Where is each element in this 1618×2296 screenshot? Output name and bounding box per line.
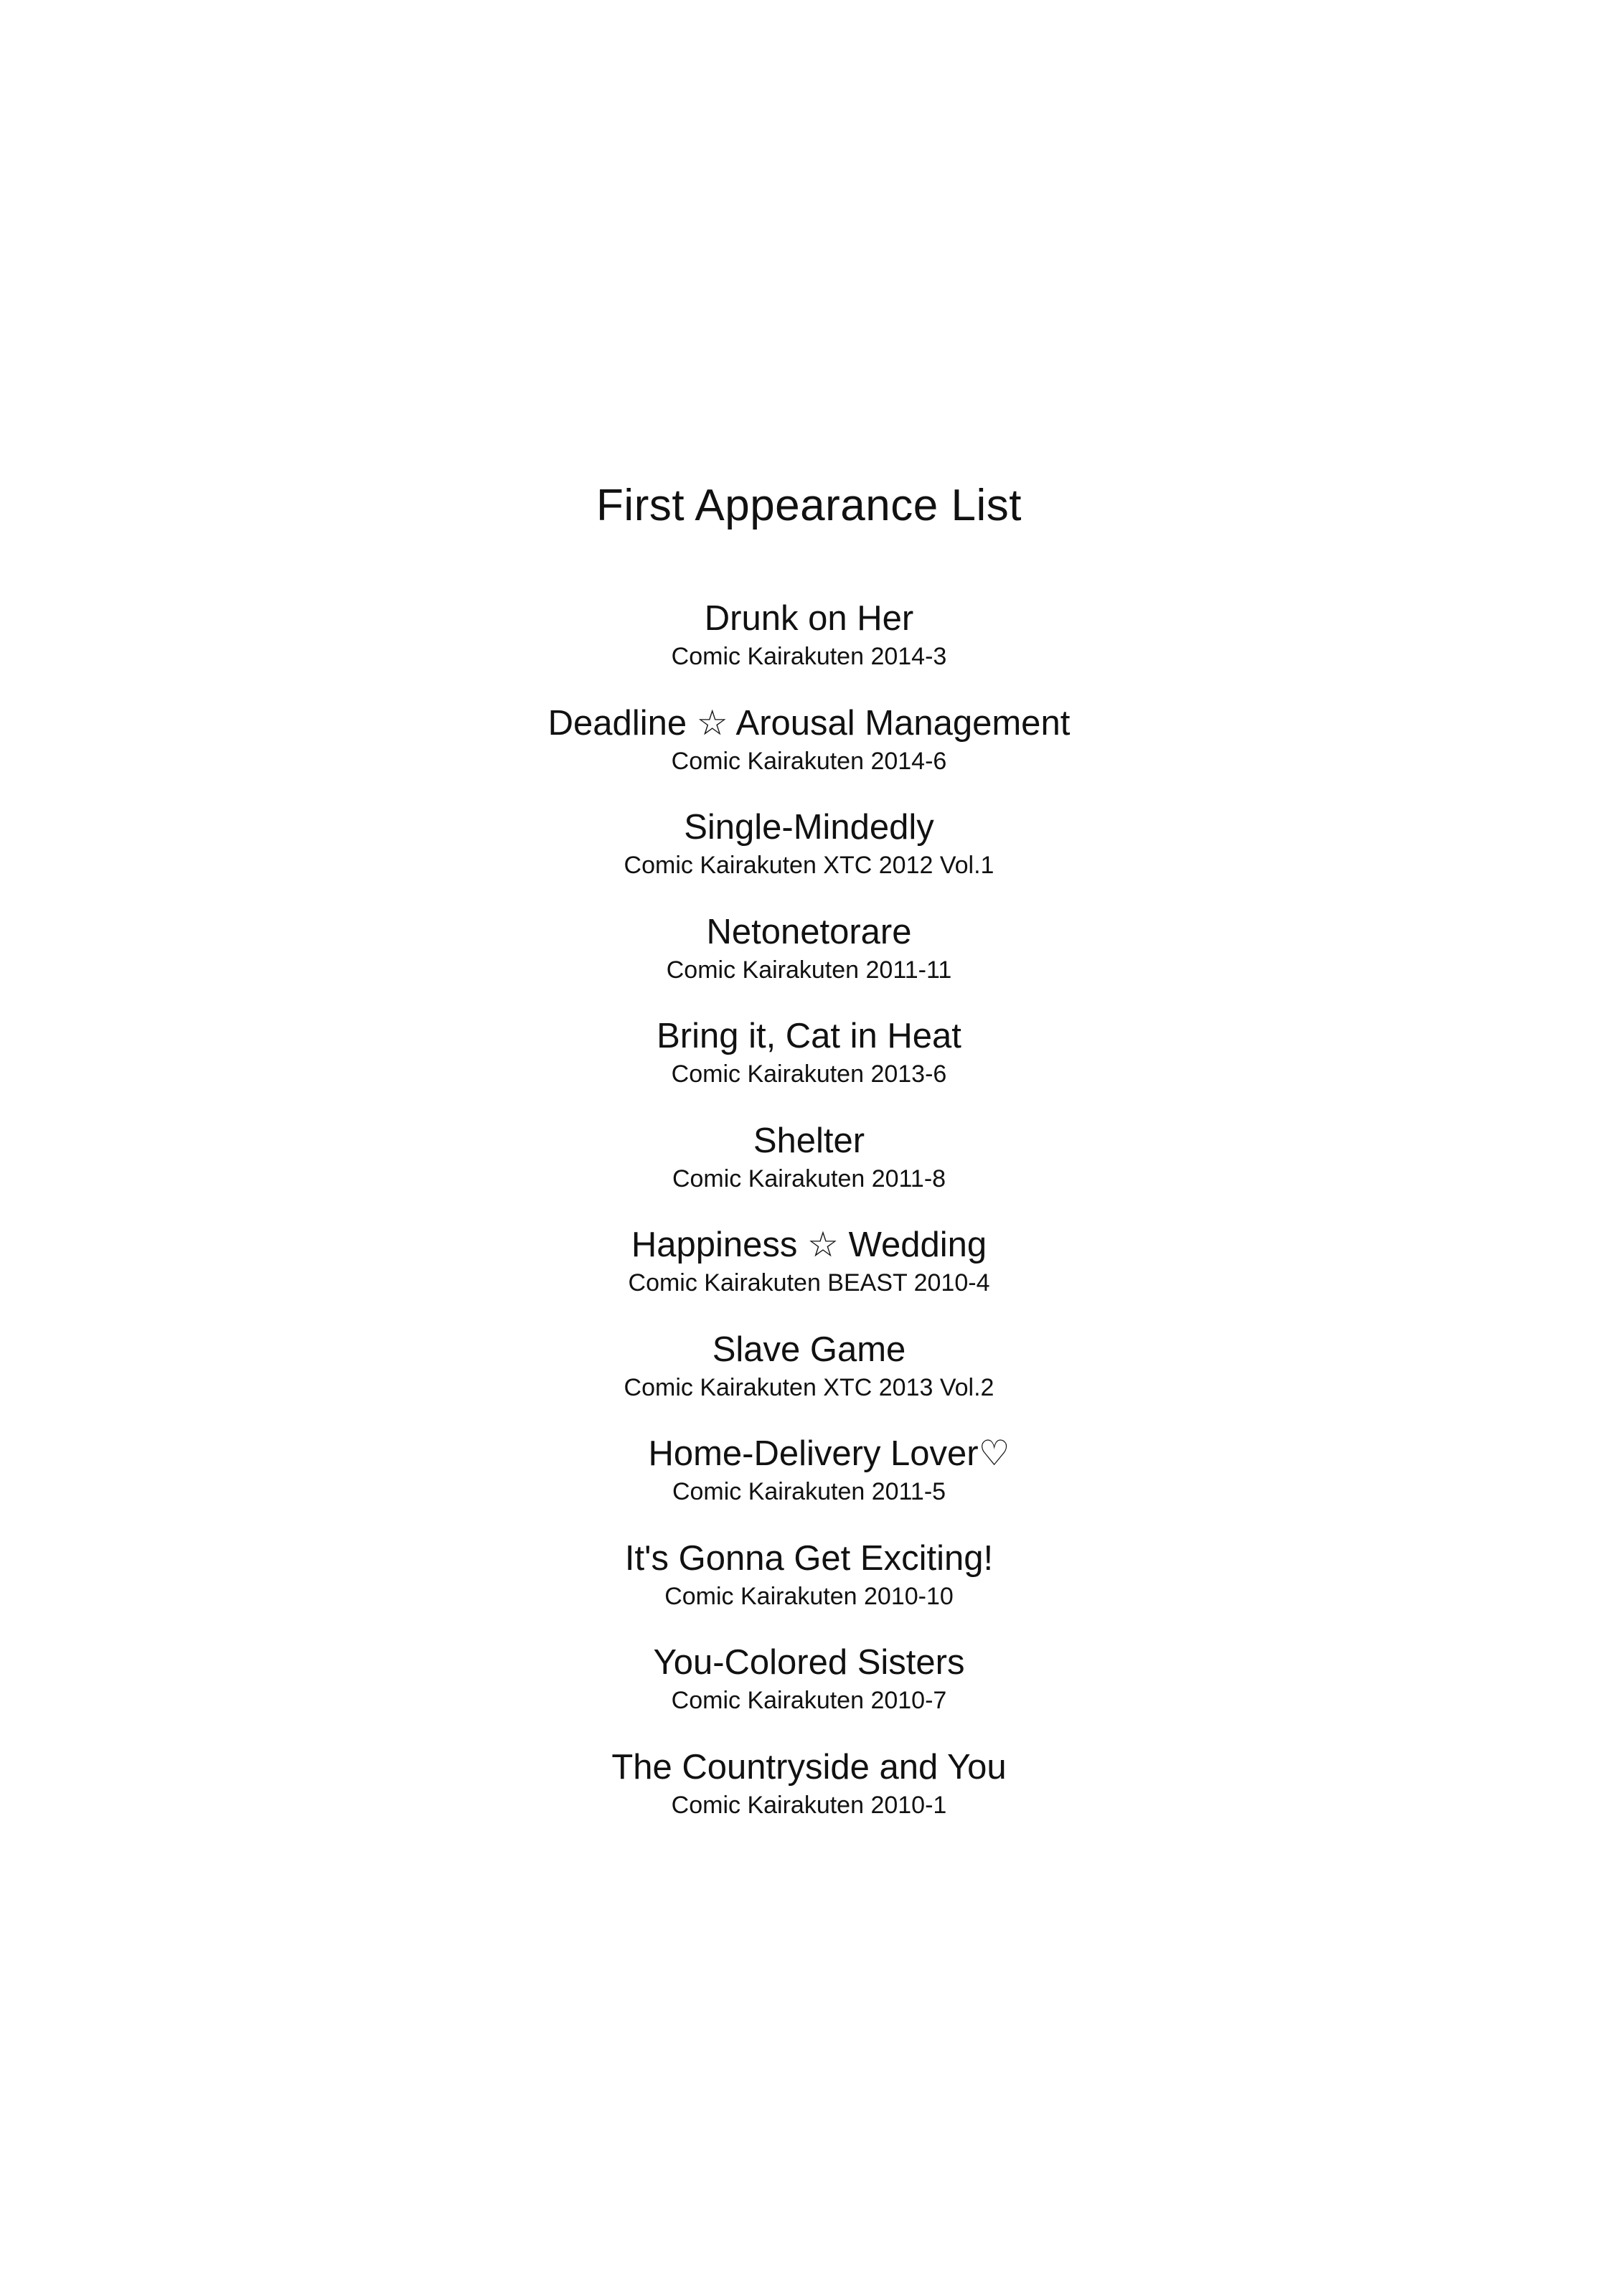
list-item bbox=[0, 1013, 1618, 1118]
list-item bbox=[0, 1639, 1618, 1744]
story-title: Single-Mindedly bbox=[684, 808, 934, 847]
list-item bbox=[0, 804, 1618, 909]
story-source: Comic Kairakuten BEAST 2010-4 bbox=[628, 1269, 990, 1297]
story-title: Bring it, Cat in Heat bbox=[657, 1017, 961, 1055]
story-source: Comic Kairakuten 2014-3 bbox=[671, 643, 947, 670]
story-source: Comic Kairakuten 2010-1 bbox=[671, 1791, 947, 1819]
list-item bbox=[0, 1744, 1618, 1849]
story-title: Deadline ☆ Arousal Management bbox=[547, 703, 1071, 743]
story-source: Comic Kairakuten 2010-7 bbox=[671, 1687, 947, 1714]
story-title: Happiness ☆ Wedding bbox=[631, 1225, 987, 1264]
page-title: First Appearance List bbox=[596, 481, 1022, 530]
story-source: Comic Kairakuten XTC 2012 Vol.1 bbox=[624, 852, 994, 879]
story-source: Comic Kairakuten 2010-10 bbox=[664, 1582, 954, 1610]
story-source: Comic Kairakuten 2014-6 bbox=[671, 747, 947, 775]
list-item bbox=[0, 596, 1618, 700]
story-title: Shelter bbox=[753, 1121, 865, 1160]
list-item bbox=[0, 1222, 1618, 1327]
story-source: Comic Kairakuten 2011-11 bbox=[666, 956, 952, 984]
story-title: Netonetorare bbox=[706, 912, 912, 951]
story-source: Comic Kairakuten 2013-6 bbox=[671, 1060, 947, 1088]
story-title: It's Gonna Get Exciting! bbox=[624, 1538, 994, 1578]
story-source: Comic Kairakuten 2011-5 bbox=[672, 1478, 946, 1505]
story-title: Slave Game bbox=[712, 1330, 906, 1369]
list-item bbox=[0, 1431, 1618, 1535]
story-source: Comic Kairakuten 2011-8 bbox=[672, 1165, 946, 1192]
appearance-list bbox=[0, 596, 1618, 1848]
list-item bbox=[0, 1327, 1618, 1431]
list-item bbox=[0, 700, 1618, 805]
list-item bbox=[0, 909, 1618, 1014]
story-title: The Countryside and You bbox=[611, 1747, 1007, 1787]
story-source: Comic Kairakuten XTC 2013 Vol.2 bbox=[624, 1373, 994, 1401]
story-title: Drunk on Her bbox=[704, 599, 914, 638]
story-title: Home-Delivery Lover♡ bbox=[648, 1434, 1010, 1473]
story-title: You-Colored Sisters bbox=[653, 1643, 965, 1682]
list-item bbox=[0, 1118, 1618, 1223]
list-item bbox=[0, 1535, 1618, 1640]
